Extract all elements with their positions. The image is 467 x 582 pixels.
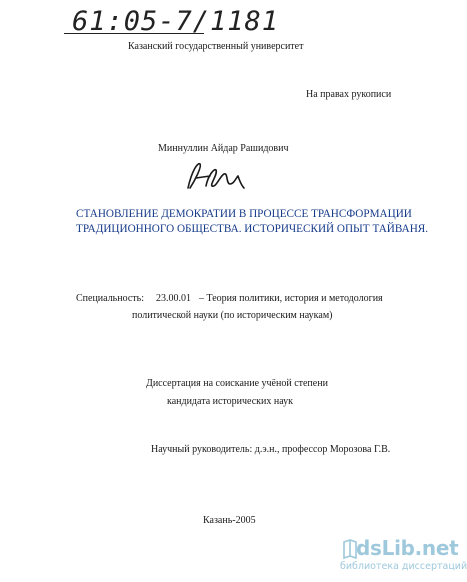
specialty-label: Специальность: [76, 293, 144, 304]
degree-line1: Диссертация на соискание учёной степени [146, 378, 328, 389]
scientific-supervisor: Научный руководитель: д.э.н., профессор Морозова Г.В. [151, 444, 391, 455]
dissertation-title-line1: СТАНОВЛЕНИЕ ДЕМОКРАТИИ В ПРОЦЕССЕ ТРАНСФОРМАЦИИ [76, 208, 412, 220]
manuscript-rights: На правах рукописи [306, 89, 392, 100]
specialty-code: 23.00.01 [156, 293, 191, 304]
dissertation-title-line2: ТРАДИЦИОННОГО ОБЩЕСТВА. ИСТОРИЧЕСКИЙ ОПЫТ ТАЙВАНЯ. [76, 223, 429, 235]
degree-line2: кандидата исторических наук [167, 396, 294, 407]
specialty-name-line1: – Теория политики, история и методология [199, 293, 383, 304]
watermark-tagline: библиотека диссертаций [340, 561, 467, 572]
author-signature [180, 158, 250, 198]
archive-number-underline [64, 33, 204, 34]
watermark-logo[interactable]: dsLib.net [356, 536, 459, 560]
university-name: Казанский государственный университет [128, 41, 304, 52]
city-year: Казань-2005 [203, 515, 256, 526]
specialty-name-line2: политической науки (по историческим наукам) [132, 310, 333, 321]
archive-number-handwritten: 61:05-7/1181 [72, 6, 280, 37]
author-name: Миннуллин Айдар Рашидович [158, 143, 289, 154]
